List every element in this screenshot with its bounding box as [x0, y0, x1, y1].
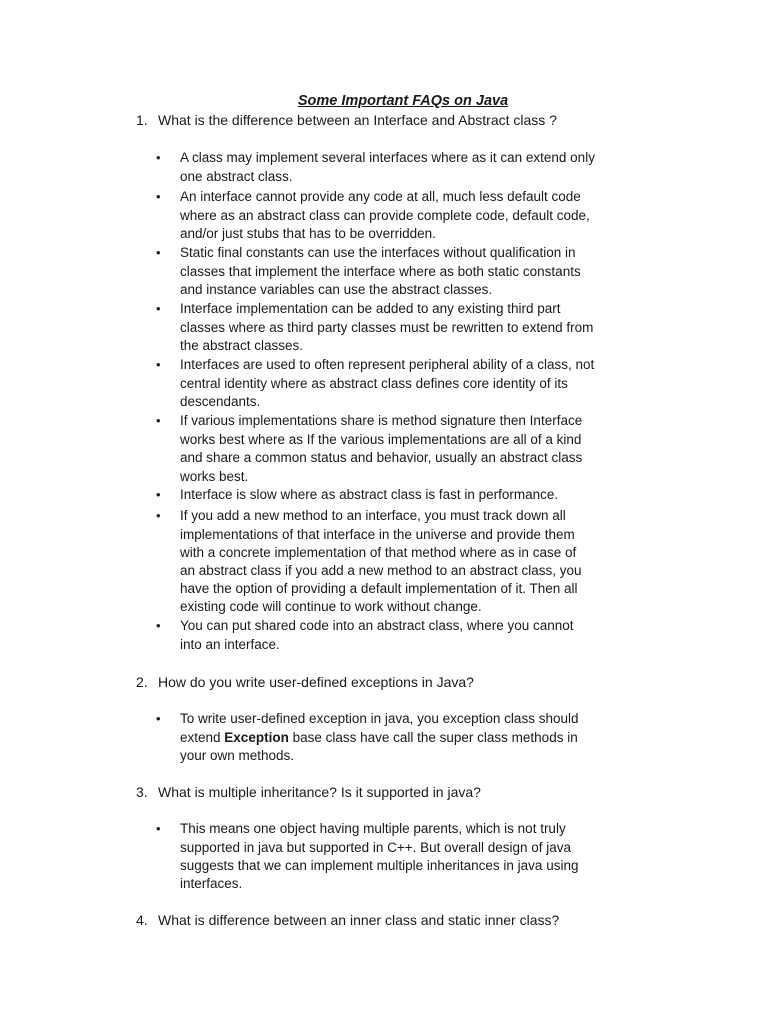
answer-line: and share a common status and behavior, usually an abstract class: [180, 450, 583, 465]
bullet-icon: •: [156, 245, 161, 260]
bullet-icon: •: [156, 301, 161, 316]
answer-line: with a concrete implementation of that method where as in case of: [180, 545, 577, 560]
keyword-exception: Exception: [224, 730, 289, 745]
answer-line: and instance variables can use the abstract classes.: [180, 282, 493, 297]
question-text: What is multiple inheritance? Is it supported in java?: [158, 784, 481, 800]
bullet-icon: •: [156, 413, 161, 428]
answer-line: To write user-defined exception in java, you exception class should: [180, 711, 579, 726]
answer-line: implementations of that interface in the universe and provide them: [180, 527, 575, 542]
answer-text: base class have call the super class methods in: [288, 730, 578, 745]
answer-line: If various implementations share is method signature then Interface: [180, 413, 583, 428]
question-number: 1.: [136, 112, 148, 128]
answer-line: Interfaces are used to often represent peripheral ability of a class, not: [180, 357, 595, 372]
bullet-icon: •: [156, 487, 161, 502]
answer-line: have the option of providing a default implementation of it. Then all: [180, 581, 578, 596]
answer-line: Static final constants can use the interfaces without qualification in: [180, 245, 576, 260]
question-text: What is difference between an inner class and static inner class?: [158, 912, 560, 928]
question-text: What is the difference between an Interface and Abstract class ?: [158, 112, 557, 128]
answer-line: [180, 729, 578, 748]
bullet-icon: •: [156, 150, 161, 165]
question-number: 4.: [136, 912, 148, 928]
answer-line: Interface is slow where as abstract class is fast in performance.: [180, 487, 559, 502]
answer-line: central identity where as abstract class defines core identity of its: [180, 376, 568, 391]
answer-line: one abstract class.: [180, 169, 293, 184]
answer-line: and/or just stubs that has to be overridden.: [180, 226, 436, 241]
answer-line: the abstract classes.: [180, 338, 304, 353]
bullet-icon: •: [156, 357, 161, 372]
answer-line: where as an abstract class can provide complete code, default code,: [180, 208, 590, 223]
answer-text: extend: [180, 730, 225, 745]
answer-line: supported in java but supported in C++. But overall design of java: [180, 840, 571, 855]
answer-line: classes where as third party classes must be rewritten to extend from: [180, 320, 594, 335]
answer-line: works best.: [180, 469, 249, 484]
answer-line: existing code will continue to work without change.: [180, 599, 482, 614]
question-text: How do you write user-defined exceptions in Java?: [158, 674, 474, 690]
bullet-icon: •: [156, 508, 161, 523]
answer-line: A class may implement several interfaces where as it can extend only: [180, 150, 595, 165]
bullet-icon: •: [156, 189, 161, 204]
answer-line: This means one object having multiple parents, which is not truly: [180, 821, 566, 836]
answer-line: If you add a new method to an interface, you must track down all: [180, 508, 566, 523]
bullet-icon: •: [156, 711, 161, 726]
answer-line: works best where as If the various implementations are all of a kind: [180, 432, 582, 447]
bullet-icon: •: [156, 821, 161, 836]
answer-line: Interface implementation can be added to any existing third part: [180, 301, 561, 316]
answer-line: your own methods.: [180, 748, 295, 763]
answer-line: descendants.: [180, 394, 261, 409]
answer-line: interfaces.: [180, 876, 243, 891]
answer-line: An interface cannot provide any code at all, much less default code: [180, 189, 581, 204]
answer-line: classes that implement the interface where as both static constants: [180, 264, 581, 279]
document-title: Some Important FAQs on Java: [297, 93, 509, 109]
answer-line: into an interface.: [180, 637, 280, 652]
question-number: 3.: [136, 784, 148, 800]
answer-line: You can put shared code into an abstract class, where you cannot: [180, 618, 574, 633]
bullet-icon: •: [156, 618, 161, 633]
answer-line: an abstract class if you add a new method to an abstract class, you: [180, 563, 582, 578]
answer-line: suggests that we can implement multiple inheritances in java using: [180, 858, 579, 873]
question-number: 2.: [136, 674, 148, 690]
